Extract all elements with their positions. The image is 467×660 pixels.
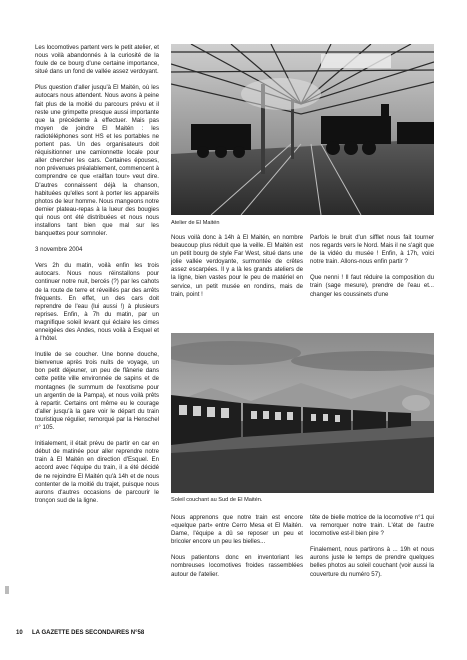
- paragraph: Initialement, il était prévu de partir en car en début de matinée pour aller reprendre notre train à El Maitén en direction d'Esquel. En accord avec l'équipe du train, il a été décidé de ne rejoindre El Maitén qu'à 14h et de nous contenter de la moitié du trajet, puisque nous aurons d'autres occasions de parcourir le tronçon sud de la ligne.: [35, 440, 159, 504]
- paragraph: Inutile de se coucher. Une bonne douche, bienvenue après trois nuits de voyage, un bon petit déjeuner, un peu de flânerie dans cette petite ville environnée de sapins et de montagnes (le summum de l'exotisme pour un argentin de la Pampa), et nous voilà prêts à repartir. Certains ont même eu le courage d'aller jusqu'à la gare voir le départ du train touristique régulier, remorqué par la Henschel n° 105.: [35, 351, 159, 432]
- middle-text-column: [171, 234, 303, 307]
- paragraph: Parfois le bruit d'un sifflet nous fait tourner nos regards vers le Nord. Mais il ne s'agit que de la vidéo du musée ! Enfin, à 17h, voici notre train. Allons-nous enfin partir ?: [310, 234, 434, 266]
- top-photo-caption: Atelier de El Maitén: [171, 220, 220, 226]
- publication-title: LA GAZETTE DES SECONDAIRES N°58: [32, 630, 145, 636]
- sunset-train-photo: [171, 333, 434, 493]
- page-number: 10: [16, 630, 23, 636]
- paragraph: Plus question d'aller jusqu'à El Maitén, où les autocars nous attendent. Nous avons à peine fait plus de la moitié du parcours prévu et il reste une grimpette presque aussi importante que la précédente à effectuer. Mais pas moyen de joindre El Maitén : les radiotéléphones sont HS et les portables ne portent pas. Un des organisateurs doit réquisitionner une camionnette locale pour aller chercher les cars. Certaines épouses, non prévenues préalablement, commencent à comprendre ce que «railfan tour» veut dire. D'autres connaissent déjà la chanson, habituées qu'elles sont à porter les appareils photos de leur homme. Nous mangeons notre dernier plateau-repas à la lueur des bougies qui nous ont été distribuées et nous nous installons tant bien que mal sur les banquettes pour somnoler.: [35, 84, 159, 238]
- paragraph: Nous voilà donc à 14h à El Maitén, en nombre beaucoup plus réduit que la veille. El Maitén est un petit bourg de style Far West, situé dans une jolie vallée verdoyante, surmontée de crêtes assez escarpées. Il y a là les grands ateliers de la ligne, bien vastes pour le peu de matériel en service, un petit musée en rondins, mais de train, point !: [171, 234, 303, 298]
- paragraph: Que nenni ! Il faut réduire la composition du train (sage mesure), prendre de l'eau et... changer les coussinets d'une: [310, 274, 434, 298]
- right-text-column: [310, 234, 434, 307]
- mid-photo-caption: Soleil couchant au Sud de El Maitén.: [171, 497, 263, 503]
- paragraph: Vers 2h du matin, voilà enfin les trois autocars. Nous nous réinstallons pour continuer notre nuit, bercés (?) par les cahots de la route de terre et réveillés par des arrêts fréquents. En effet, un des cars doit reprendre de l'eau (lui aussi !) à plusieurs reprises. Enfin, à 7h du matin, par un magnifique soleil levant qui éclaire les cimes enneigées des Andes, nous voilà à Esquel et à l'hôtel.: [35, 262, 159, 343]
- sunset-train-photo-illustration: [171, 333, 434, 493]
- workshop-photo: [171, 44, 434, 215]
- workshop-photo-illustration: [171, 44, 434, 215]
- left-text-column: [35, 44, 159, 513]
- bottom-right-text-column: [310, 514, 434, 587]
- paragraph: tête de bielle motrice de la locomotive n°1 qui va remorquer notre train. L'état de l'autre locomotive est-il bien pire ?: [310, 514, 434, 538]
- paragraph: Nous apprenons que notre train est encore «quelque part» entre Cerro Mesa et El Maitén. Dame, l'équipe a dû se reposer un peu et bricoler encore un peu les bielles...: [171, 514, 303, 546]
- page-edge-mark: [5, 586, 9, 594]
- date-line: 3 novembre 2004: [35, 246, 83, 254]
- bottom-middle-text-column: [171, 514, 303, 587]
- paragraph: Finalement, nous partirons à ... 19h et nous aurons juste le temps de prendre quelques belles photos au soleil couchant (voir aussi la couverture du numéro 57).: [310, 546, 434, 578]
- paragraph: Les locomotives partent vers le petit atelier, et nous voilà abandonnés à la curiosité de la foule de ce bourg d'une certaine importance, situé dans un fond de vallée assez verdoyant.: [35, 44, 159, 76]
- paragraph: Nous patientons donc en inventoriant les nombreuses locomotives froides rassemblées autour de l'atelier.: [171, 554, 303, 578]
